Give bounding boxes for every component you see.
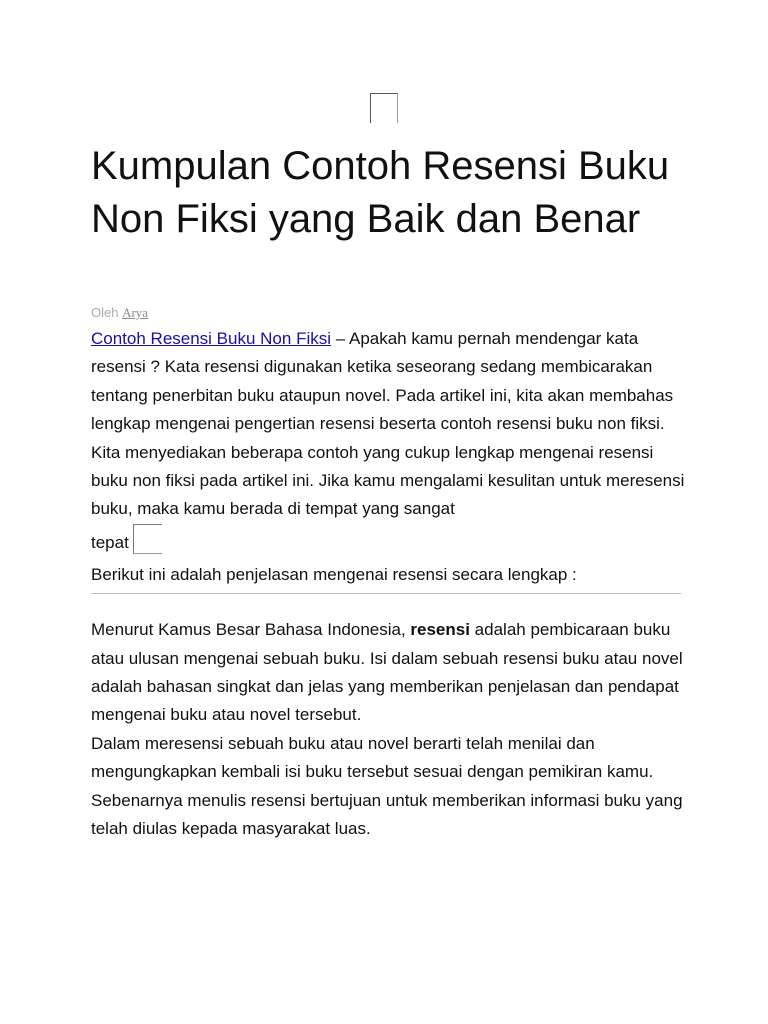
paragraph-4-pre: Menurut Kamus Besar Bahasa Indonesia, — [91, 620, 411, 640]
intro-paragraph — [91, 325, 691, 439]
image-placeholder-icon — [370, 93, 398, 123]
paragraph-4 — [91, 616, 691, 730]
term-resensi: resensi — [410, 620, 470, 640]
byline-prefix: Oleh — [91, 305, 119, 320]
byline — [91, 305, 148, 321]
paragraph-4-post: adalah pembicaraan buku atau ulusan mengenai sebuah buku. Isi dalam sebuah resensi buku atau novel adalah bahasan singkat dan jelas yang memberikan penjelasan dan pendapat mengenai buku atau novel tersebut. — [91, 620, 683, 725]
divider — [91, 593, 681, 594]
intro-text: – Apakah kamu pernah mendengar kata resensi ? Kata resensi digunakan ketika seseorang sedang membicarakan tentang penerbitan buku ataupun novel. Pada artikel ini, kita akan membahas lengkap mengenai pengertian resensi beserta contoh resensi buku non fiksi. — [91, 329, 674, 434]
inline-image-placeholder-icon — [133, 524, 162, 554]
paragraph-5: Dalam meresensi sebuah buku atau novel berarti telah menilai dan mengungkapkan kembali isi buku tersebut sesuai dengan pemikiran kamu. Sebenarnya menulis resensi bertujuan untuk memberikan informasi buku yang telah diulas kepada masyarakat luas. — [91, 733, 683, 839]
intro-link[interactable]: Contoh Resensi Buku Non Fiksi — [91, 329, 332, 348]
article-body — [91, 325, 691, 844]
paragraph-2: Kita menyediakan beberapa contoh yang cukup lengkap mengenai resensi buku non fiksi pada artikel ini. Jika kamu mengalami kesulitan untuk meresensi buku, maka kamu berada di tempat yang sangat — [91, 442, 685, 519]
paragraph-2-end-text: tepat — [91, 532, 129, 552]
article-title: Kumpulan Contoh Resensi Buku Non Fiksi yang Baik dan Benar — [91, 144, 670, 241]
paragraph-3: Berikut ini adalah penjelasan mengenai resensi secara lengkap : — [91, 564, 577, 584]
paragraph-2-end — [91, 524, 691, 561]
author-link[interactable]: Arya — [122, 305, 149, 320]
